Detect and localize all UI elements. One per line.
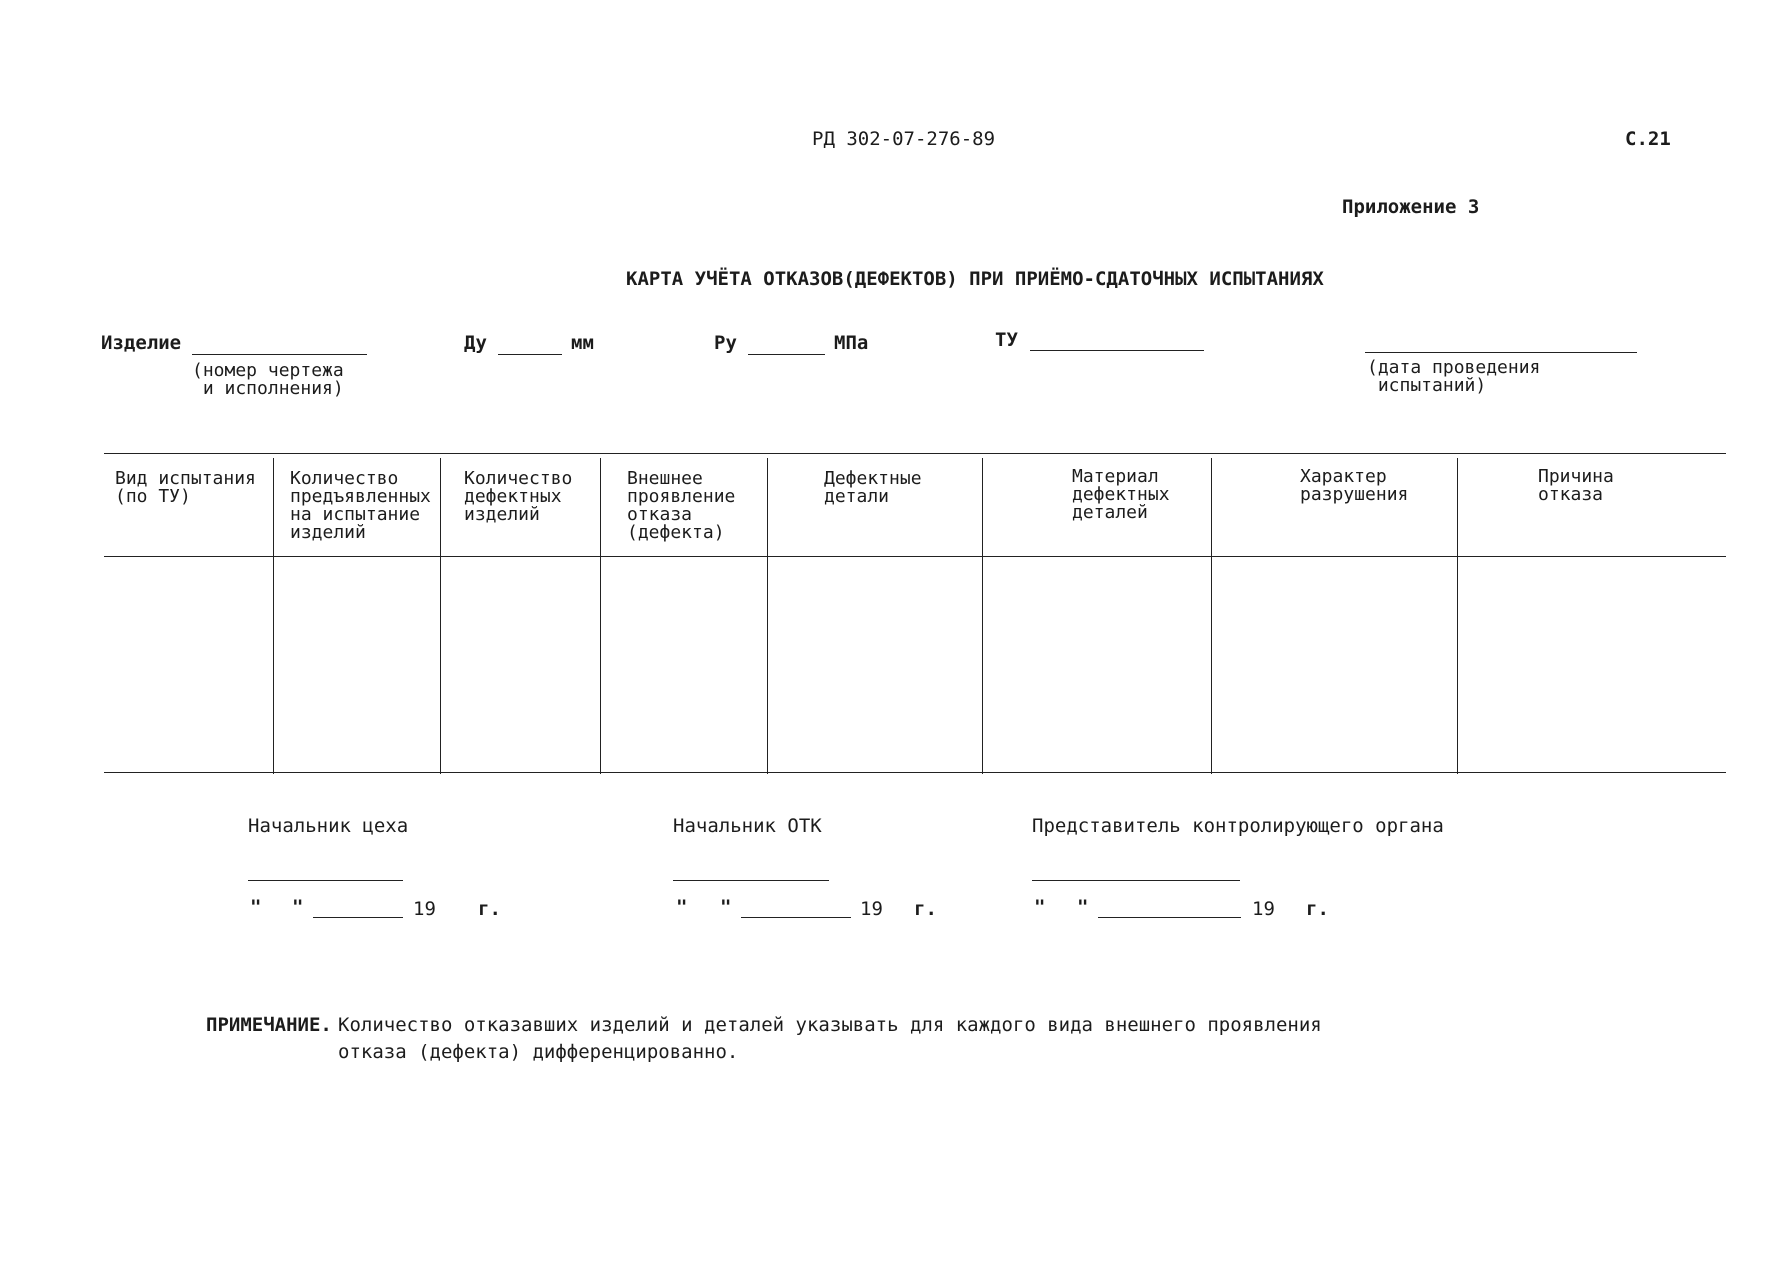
column-header-manifestation: Внешнее проявление отказа (дефекта) — [627, 468, 736, 543]
signature-title: Начальник ОТК — [673, 815, 822, 837]
document-code: РД 302-07-276-89 — [812, 128, 996, 150]
column-divider — [600, 458, 601, 774]
date-hint: (дата проведения испытаний) — [1367, 357, 1541, 396]
column-header-submitted-count: Количество предъявленных на испытание изделий — [290, 468, 431, 543]
quote-open: " — [250, 896, 262, 918]
ru-label: Ру — [714, 332, 737, 354]
column-divider — [273, 458, 274, 774]
date-month-blank[interactable] — [313, 917, 403, 918]
date-month-blank[interactable] — [741, 917, 851, 918]
note-line-1: Количество отказавших изделий и деталей указывать для каждого вида внешнего проявления — [338, 1014, 1322, 1036]
signature-title: Начальник цеха — [248, 815, 409, 837]
year-suffix: г. — [1306, 898, 1329, 920]
quote-close: " — [1077, 896, 1089, 918]
column-header-failure-cause: Причина отказа — [1538, 466, 1614, 505]
column-divider — [767, 458, 768, 774]
quote-open: " — [1034, 896, 1046, 918]
page-number: С.21 — [1625, 128, 1671, 150]
year-prefix: 19 — [1252, 898, 1275, 920]
note-line-2: отказа (дефекта) дифференцированно. — [338, 1041, 739, 1063]
column-header-defective-count: Количество дефектных изделий — [464, 468, 573, 525]
signature-title: Представитель контролирующего органа — [1032, 815, 1444, 837]
date-month-blank[interactable] — [1098, 917, 1241, 918]
form-title: КАРТА УЧЁТА ОТКАЗОВ(ДЕФЕКТОВ) ПРИ ПРИЁМО-СДАТОЧНЫХ ИСПЫТАНИЯХ — [626, 268, 1324, 290]
column-divider — [1457, 458, 1458, 774]
signature-line[interactable] — [248, 880, 403, 881]
year-prefix: 19 — [413, 898, 436, 920]
signature-line[interactable] — [1032, 880, 1240, 881]
product-label: Изделие — [101, 332, 182, 354]
column-header-material: Материал дефектных деталей — [1072, 466, 1170, 523]
column-header-defective-parts: Дефектные детали — [824, 468, 922, 507]
ru-unit: МПа — [834, 332, 869, 354]
column-header-destruction-nature: Характер разрушения — [1300, 466, 1409, 505]
date-blank[interactable] — [1365, 352, 1637, 353]
tu-label: ТУ — [995, 329, 1018, 351]
product-hint: (номер чертежа и исполнения) — [192, 360, 344, 399]
column-divider — [1211, 458, 1212, 774]
quote-close: " — [720, 896, 732, 918]
year-suffix: г. — [914, 898, 937, 920]
table-top-border — [104, 453, 1726, 454]
du-blank[interactable] — [498, 354, 562, 355]
column-divider — [982, 458, 983, 774]
quote-open: " — [676, 896, 688, 918]
appendix-label: Приложение 3 — [1342, 196, 1480, 218]
ru-blank[interactable] — [748, 354, 825, 355]
column-divider — [440, 458, 441, 774]
table-header-bottom-border — [104, 556, 1726, 557]
quote-close: " — [292, 896, 304, 918]
year-prefix: 19 — [860, 898, 883, 920]
du-label: Ду — [464, 332, 487, 354]
du-unit: мм — [571, 332, 594, 354]
note-label: ПРИМЕЧАНИЕ. — [206, 1014, 332, 1036]
signature-line[interactable] — [673, 880, 829, 881]
year-suffix: г. — [478, 898, 501, 920]
product-blank[interactable] — [192, 354, 367, 355]
tu-blank[interactable] — [1030, 350, 1204, 351]
column-header-test-type: Вид испытания (по ТУ) — [115, 468, 256, 507]
table-bottom-border — [104, 772, 1726, 773]
